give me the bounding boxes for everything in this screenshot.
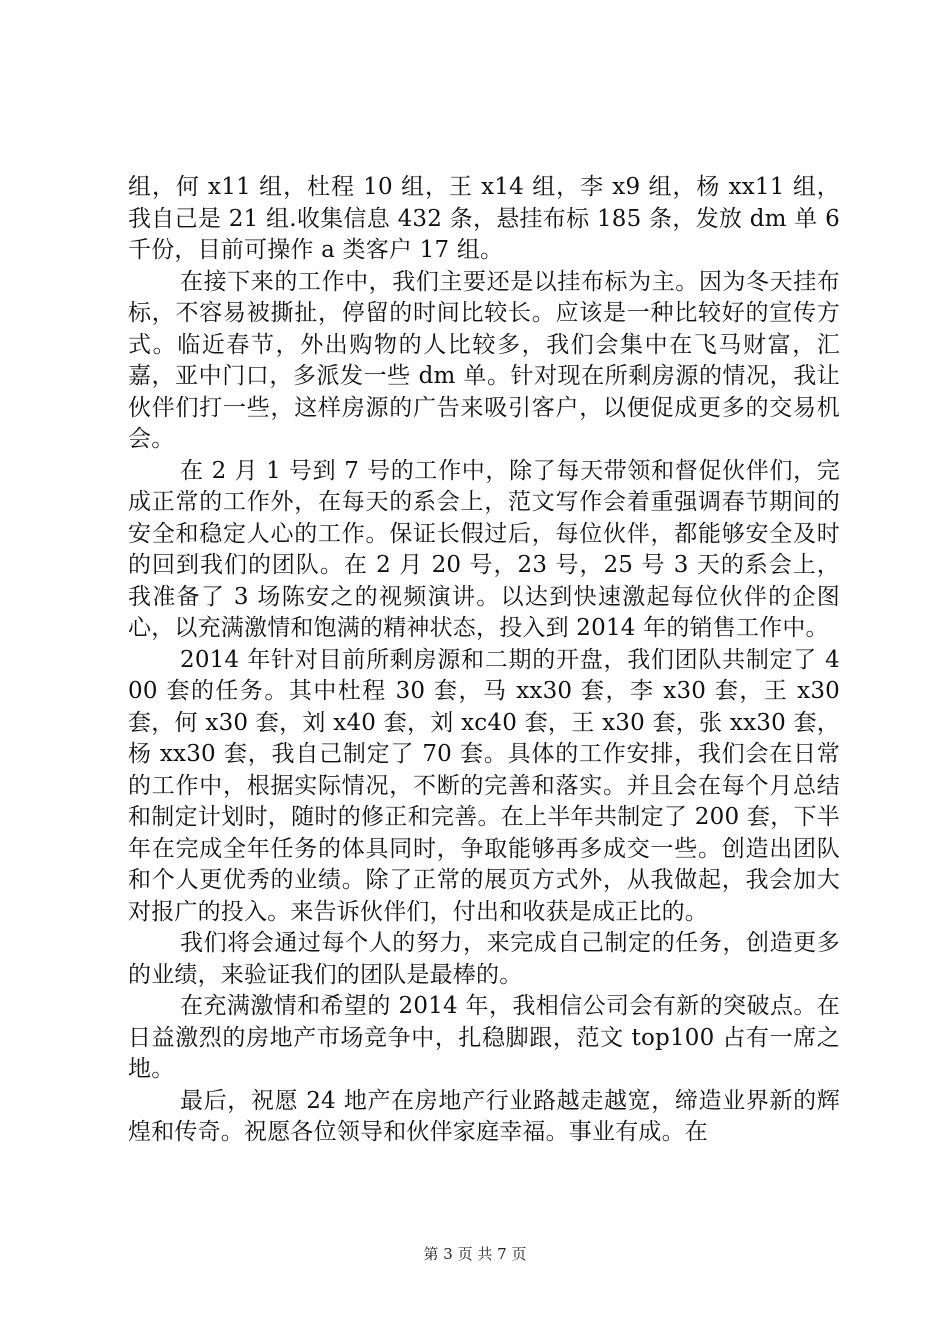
paragraph-2014-targets: 2014 年针对目前所剩房源和二期的开盘，我们团队共制定了 400 套的任务。其中杜程 30 套，马 xx30 套，李 x30 套，王 x30 套，何 x30 套，刘 x40 套，刘 xc40 套，王 x30 套，张 xx30 套，杨 xx30 套，我自己制定了 70 套。具体的工作安排，我们会在日常的工作中，根据实际情况，不断的完善和落实。并且会在每个月总结和制定计划时，随时的修正和完善。在上半年共制定了 200 套，下半年在完成全年任务的体具同时，争取能够再多成交一些。创造出团队和个人更优秀的业绩。除了正常的展页方式外，从我做起，我会加大对报广的投入。来告诉伙伴们，付出和收获是成正比的。 [128, 646, 848, 925]
paragraph-team-effort: 我们将会通过每个人的努力，来完成自己制定的任务，创造更多的业绩，来验证我们的团队是最棒的。 [128, 930, 840, 988]
document-body [128, 172, 848, 1149]
paragraph-continuation: 组，何 x11 组，杜程 10 组，王 x14 组，李 x9 组，杨 xx11 组，我自己是 21 组.收集信息 432 条，悬挂布标 185 条，发放 dm 单 6 千份，目前可操作 a 类客户 17 组。 [128, 174, 848, 263]
paragraph-company-outlook: 在充满激情和希望的 2014 年，我相信公司会有新的突破点。在日益激烈的房地产市场竞争中，扎稳脚跟，范文 top100 占有一席之地。 [128, 993, 840, 1082]
paragraph-spring-festival-work: 在 2 月 1 号到 7 号的工作中，除了每天带领和督促伙伴们，完成正常的工作外，在每天的系会上，范文写作会着重强调春节期间的安全和稳定人心的工作。保证长假过后，每位伙伴，都能够安全及时的回到我们的团队。在 2 月 20 号，23 号，25 号 3 天的系会上，我准备了 3 场陈安之的视频演讲。以达到快速激起每位伙伴的企图心，以充满激情和饱满的精神状态，投入到 2014 年的销售工作中。 [128, 457, 840, 641]
paragraph-next-work-plan: 在接下来的工作中，我们主要还是以挂布标为主。因为冬天挂布标，不容易被撕扯，停留的时间比较长。应该是一种比较好的宣传方式。临近春节，外出购物的人比较多，我们会集中在飞马财富，汇嘉，亚中门口，多派发一些 dm 单。针对现在所剩房源的情况，我让伙伴们打一些，这样房源的广告来吸引客户，以便促成更多的交易机会。 [128, 268, 840, 452]
page-number-footer: 第 3 页 共 7 页 [423, 1245, 527, 1263]
paragraph-closing-wishes: 最后，祝愿 24 地产在房地产行业路越走越宽，缔造业界新的辉煌和传奇。祝愿各位领导和伙伴家庭幸福。事业有成。在 [128, 1087, 840, 1145]
